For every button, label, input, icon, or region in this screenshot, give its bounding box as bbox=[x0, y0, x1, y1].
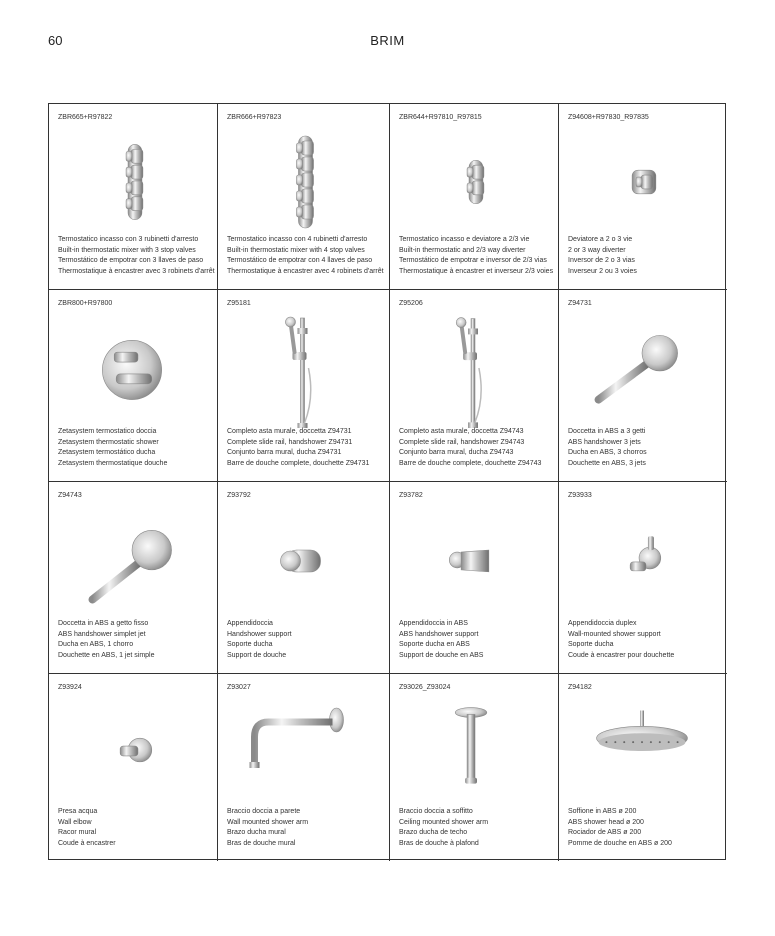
description-line: ABS handshower 3 jets bbox=[568, 438, 641, 446]
product-code: Z93933 bbox=[568, 492, 592, 499]
description-line: Support de douche bbox=[227, 651, 287, 659]
description-line: Ducha en ABS, 1 chorro bbox=[58, 641, 134, 649]
zetasystem-thermostatic-icon bbox=[49, 308, 217, 428]
product-cell bbox=[390, 290, 559, 482]
product-description bbox=[227, 619, 292, 661]
description-line: Conjunto barra mural, ducha Z94731 bbox=[227, 449, 342, 457]
handshower-support-icon bbox=[218, 500, 389, 620]
description-line: 2 or 3 way diverter bbox=[568, 246, 626, 254]
product-description bbox=[399, 427, 541, 469]
ceiling-shower-arm-icon bbox=[390, 692, 558, 812]
description-line: Completo asta murale, doccetta Z94743 bbox=[399, 428, 524, 436]
product-description bbox=[568, 619, 674, 661]
description-line: Brazo ducha de techo bbox=[399, 829, 468, 837]
description-line: Complete slide rail, handshower Z94731 bbox=[227, 438, 353, 446]
description-line: Thermostatique à encastrer et inverseur 2/3 voies bbox=[399, 267, 554, 275]
page-title: BRIM bbox=[370, 33, 405, 48]
duplex-support-icon bbox=[559, 500, 727, 620]
description-line: Bras de douche mural bbox=[227, 839, 296, 847]
description-line: Doccetta in ABS a 3 getti bbox=[568, 428, 646, 436]
description-line: Ducha en ABS, 3 chorros bbox=[568, 449, 647, 457]
description-line: Soporte ducha en ABS bbox=[399, 641, 470, 649]
product-description bbox=[227, 807, 308, 849]
product-cell bbox=[218, 104, 390, 290]
product-description bbox=[227, 235, 384, 277]
description-line: ABS handshower support bbox=[399, 630, 479, 638]
description-line: Termostático de empotrar con 4 llaves de paso bbox=[227, 257, 373, 265]
description-line: Wall elbow bbox=[58, 818, 92, 826]
product-cell bbox=[218, 482, 390, 674]
description-line: Racor mural bbox=[58, 829, 97, 837]
product-description bbox=[568, 235, 637, 277]
wall-elbow-icon bbox=[49, 692, 217, 812]
product-description bbox=[58, 807, 116, 849]
description-line: Inversor de 2 o 3 vias bbox=[568, 257, 635, 265]
description-line: Appendidoccia bbox=[227, 620, 273, 628]
description-line: Pomme de douche en ABS ø 200 bbox=[568, 839, 672, 847]
description-line: Deviatore a 2 o 3 vie bbox=[568, 236, 633, 244]
product-cell bbox=[49, 674, 218, 861]
description-line: Ceiling mounted shower arm bbox=[399, 818, 489, 826]
product-code: Z94731 bbox=[568, 300, 592, 307]
product-code: Z93792 bbox=[227, 492, 251, 499]
description-line: Built-in thermostatic mixer with 3 stop valves bbox=[58, 246, 196, 254]
thermostatic-diverter-icon bbox=[390, 122, 558, 242]
description-line: Soporte ducha bbox=[227, 641, 273, 649]
thermostatic-valve-3-icon bbox=[49, 122, 217, 242]
page-number: 60 bbox=[48, 33, 63, 48]
product-grid bbox=[48, 103, 726, 860]
description-line: Rociador de ABS ø 200 bbox=[568, 829, 642, 837]
product-description bbox=[227, 427, 369, 469]
diverter-icon bbox=[559, 122, 727, 242]
description-line: Appendidoccia in ABS bbox=[399, 620, 468, 628]
product-code: Z95206 bbox=[399, 300, 423, 307]
product-code: Z93924 bbox=[58, 684, 82, 691]
product-code: ZBR666+R97823 bbox=[227, 114, 282, 121]
description-line: Braccio doccia a soffitto bbox=[399, 808, 473, 816]
slide-rail-icon bbox=[390, 308, 558, 428]
product-code: Z93027 bbox=[227, 684, 251, 691]
description-line: Termostatico incasso con 3 rubinetti d'arresto bbox=[58, 236, 199, 244]
product-cell bbox=[390, 104, 559, 290]
product-cell bbox=[49, 290, 218, 482]
product-code: Z94743 bbox=[58, 492, 82, 499]
product-code: ZBR644+R97810_R97815 bbox=[399, 114, 482, 121]
product-code: Z93782 bbox=[399, 492, 423, 499]
description-line: Termostatico incasso con 4 rubinetti d'arresto bbox=[227, 236, 368, 244]
product-description bbox=[58, 427, 167, 469]
description-line: Bras de douche à plafond bbox=[399, 839, 479, 847]
description-line: Coude à encastrer pour douchette bbox=[568, 651, 675, 659]
product-description bbox=[568, 807, 672, 849]
description-line: Brazo ducha mural bbox=[227, 829, 286, 837]
abs-handshower-support-icon bbox=[390, 500, 558, 620]
description-line: Doccetta in ABS a getto fisso bbox=[58, 620, 149, 628]
description-line: Douchette en ABS, 3 jets bbox=[568, 459, 646, 467]
description-line: Zetasystem termostatico doccia bbox=[58, 428, 157, 436]
product-cell bbox=[559, 290, 727, 482]
description-line: Zetasystem termostático ducha bbox=[58, 449, 156, 457]
product-description bbox=[399, 807, 488, 849]
product-description bbox=[399, 619, 483, 661]
description-line: Coude à encastrer bbox=[58, 839, 116, 847]
shower-head-icon bbox=[559, 692, 727, 812]
product-description bbox=[58, 619, 155, 661]
product-description bbox=[399, 235, 553, 277]
product-cell bbox=[49, 482, 218, 674]
description-line: Handshower support bbox=[227, 630, 292, 638]
description-line: Support de douche en ABS bbox=[399, 651, 484, 659]
product-cell bbox=[559, 482, 727, 674]
description-line: Inverseur 2 ou 3 voies bbox=[568, 267, 637, 275]
product-cell bbox=[49, 104, 218, 290]
description-line: Built-in thermostatic mixer with 4 stop valves bbox=[227, 246, 365, 254]
product-description bbox=[58, 235, 215, 277]
description-line: Thermostatique à encastrer avec 4 robinets d'arrêt bbox=[227, 267, 384, 275]
description-line: Built-in thermostatic and 2/3 way diverter bbox=[399, 246, 526, 254]
description-line: Presa acqua bbox=[58, 808, 98, 816]
product-cell bbox=[559, 104, 727, 290]
product-cell bbox=[390, 482, 559, 674]
description-line: Douchette en ABS, 1 jet simple bbox=[58, 651, 155, 659]
product-code: Z95181 bbox=[227, 300, 251, 307]
product-cell bbox=[218, 290, 390, 482]
description-line: Appendidoccia duplex bbox=[568, 620, 637, 628]
product-cell bbox=[559, 674, 727, 861]
description-line: ABS handshower simplet jet bbox=[58, 630, 146, 638]
handshower-1-jet-icon bbox=[49, 500, 217, 620]
description-line: Braccio doccia a parete bbox=[227, 808, 301, 816]
description-line: Completo asta murale, doccetta Z94731 bbox=[227, 428, 352, 436]
description-line: Termostático de empotrar e inversor de 2/3 vias bbox=[399, 257, 547, 265]
product-cell bbox=[218, 674, 390, 861]
slide-rail-icon bbox=[218, 308, 389, 428]
description-line: Termostatico incasso e deviatore a 2/3 vie bbox=[399, 236, 530, 244]
description-line: Complete slide rail, handshower Z94743 bbox=[399, 438, 525, 446]
description-line: Wall-mounted shower support bbox=[568, 630, 661, 638]
product-code: ZBR800+R97800 bbox=[58, 300, 113, 307]
product-code: Z93026_Z93024 bbox=[399, 684, 451, 691]
thermostatic-valve-4-icon bbox=[218, 122, 389, 242]
description-line: ABS shower head ø 200 bbox=[568, 818, 644, 826]
description-line: Soporte ducha bbox=[568, 641, 614, 649]
description-line: Barre de douche complete, douchette Z94731 bbox=[227, 459, 370, 467]
product-code: ZBR665+R97822 bbox=[58, 114, 113, 121]
description-line: Soffione in ABS ø 200 bbox=[568, 808, 637, 816]
description-line: Wall mounted shower arm bbox=[227, 818, 309, 826]
description-line: Zetasystem thermostatique douche bbox=[58, 459, 168, 467]
description-line: Zetasystem thermostatic shower bbox=[58, 438, 159, 446]
product-cell bbox=[390, 674, 559, 861]
wall-shower-arm-icon bbox=[218, 692, 389, 812]
description-line: Conjunto barra mural, ducha Z94743 bbox=[399, 449, 514, 457]
description-line: Thermostatique à encastrer avec 3 robinets d'arrêt bbox=[58, 267, 215, 275]
description-line: Termostático de empotrar con 3 llaves de paso bbox=[58, 257, 204, 265]
description-line: Barre de douche complete, douchette Z94743 bbox=[399, 459, 542, 467]
product-code: Z94608+R97830_R97835 bbox=[568, 114, 649, 121]
handshower-3-jets-icon bbox=[559, 308, 727, 428]
product-description bbox=[568, 427, 647, 469]
product-code: Z94182 bbox=[568, 684, 592, 691]
